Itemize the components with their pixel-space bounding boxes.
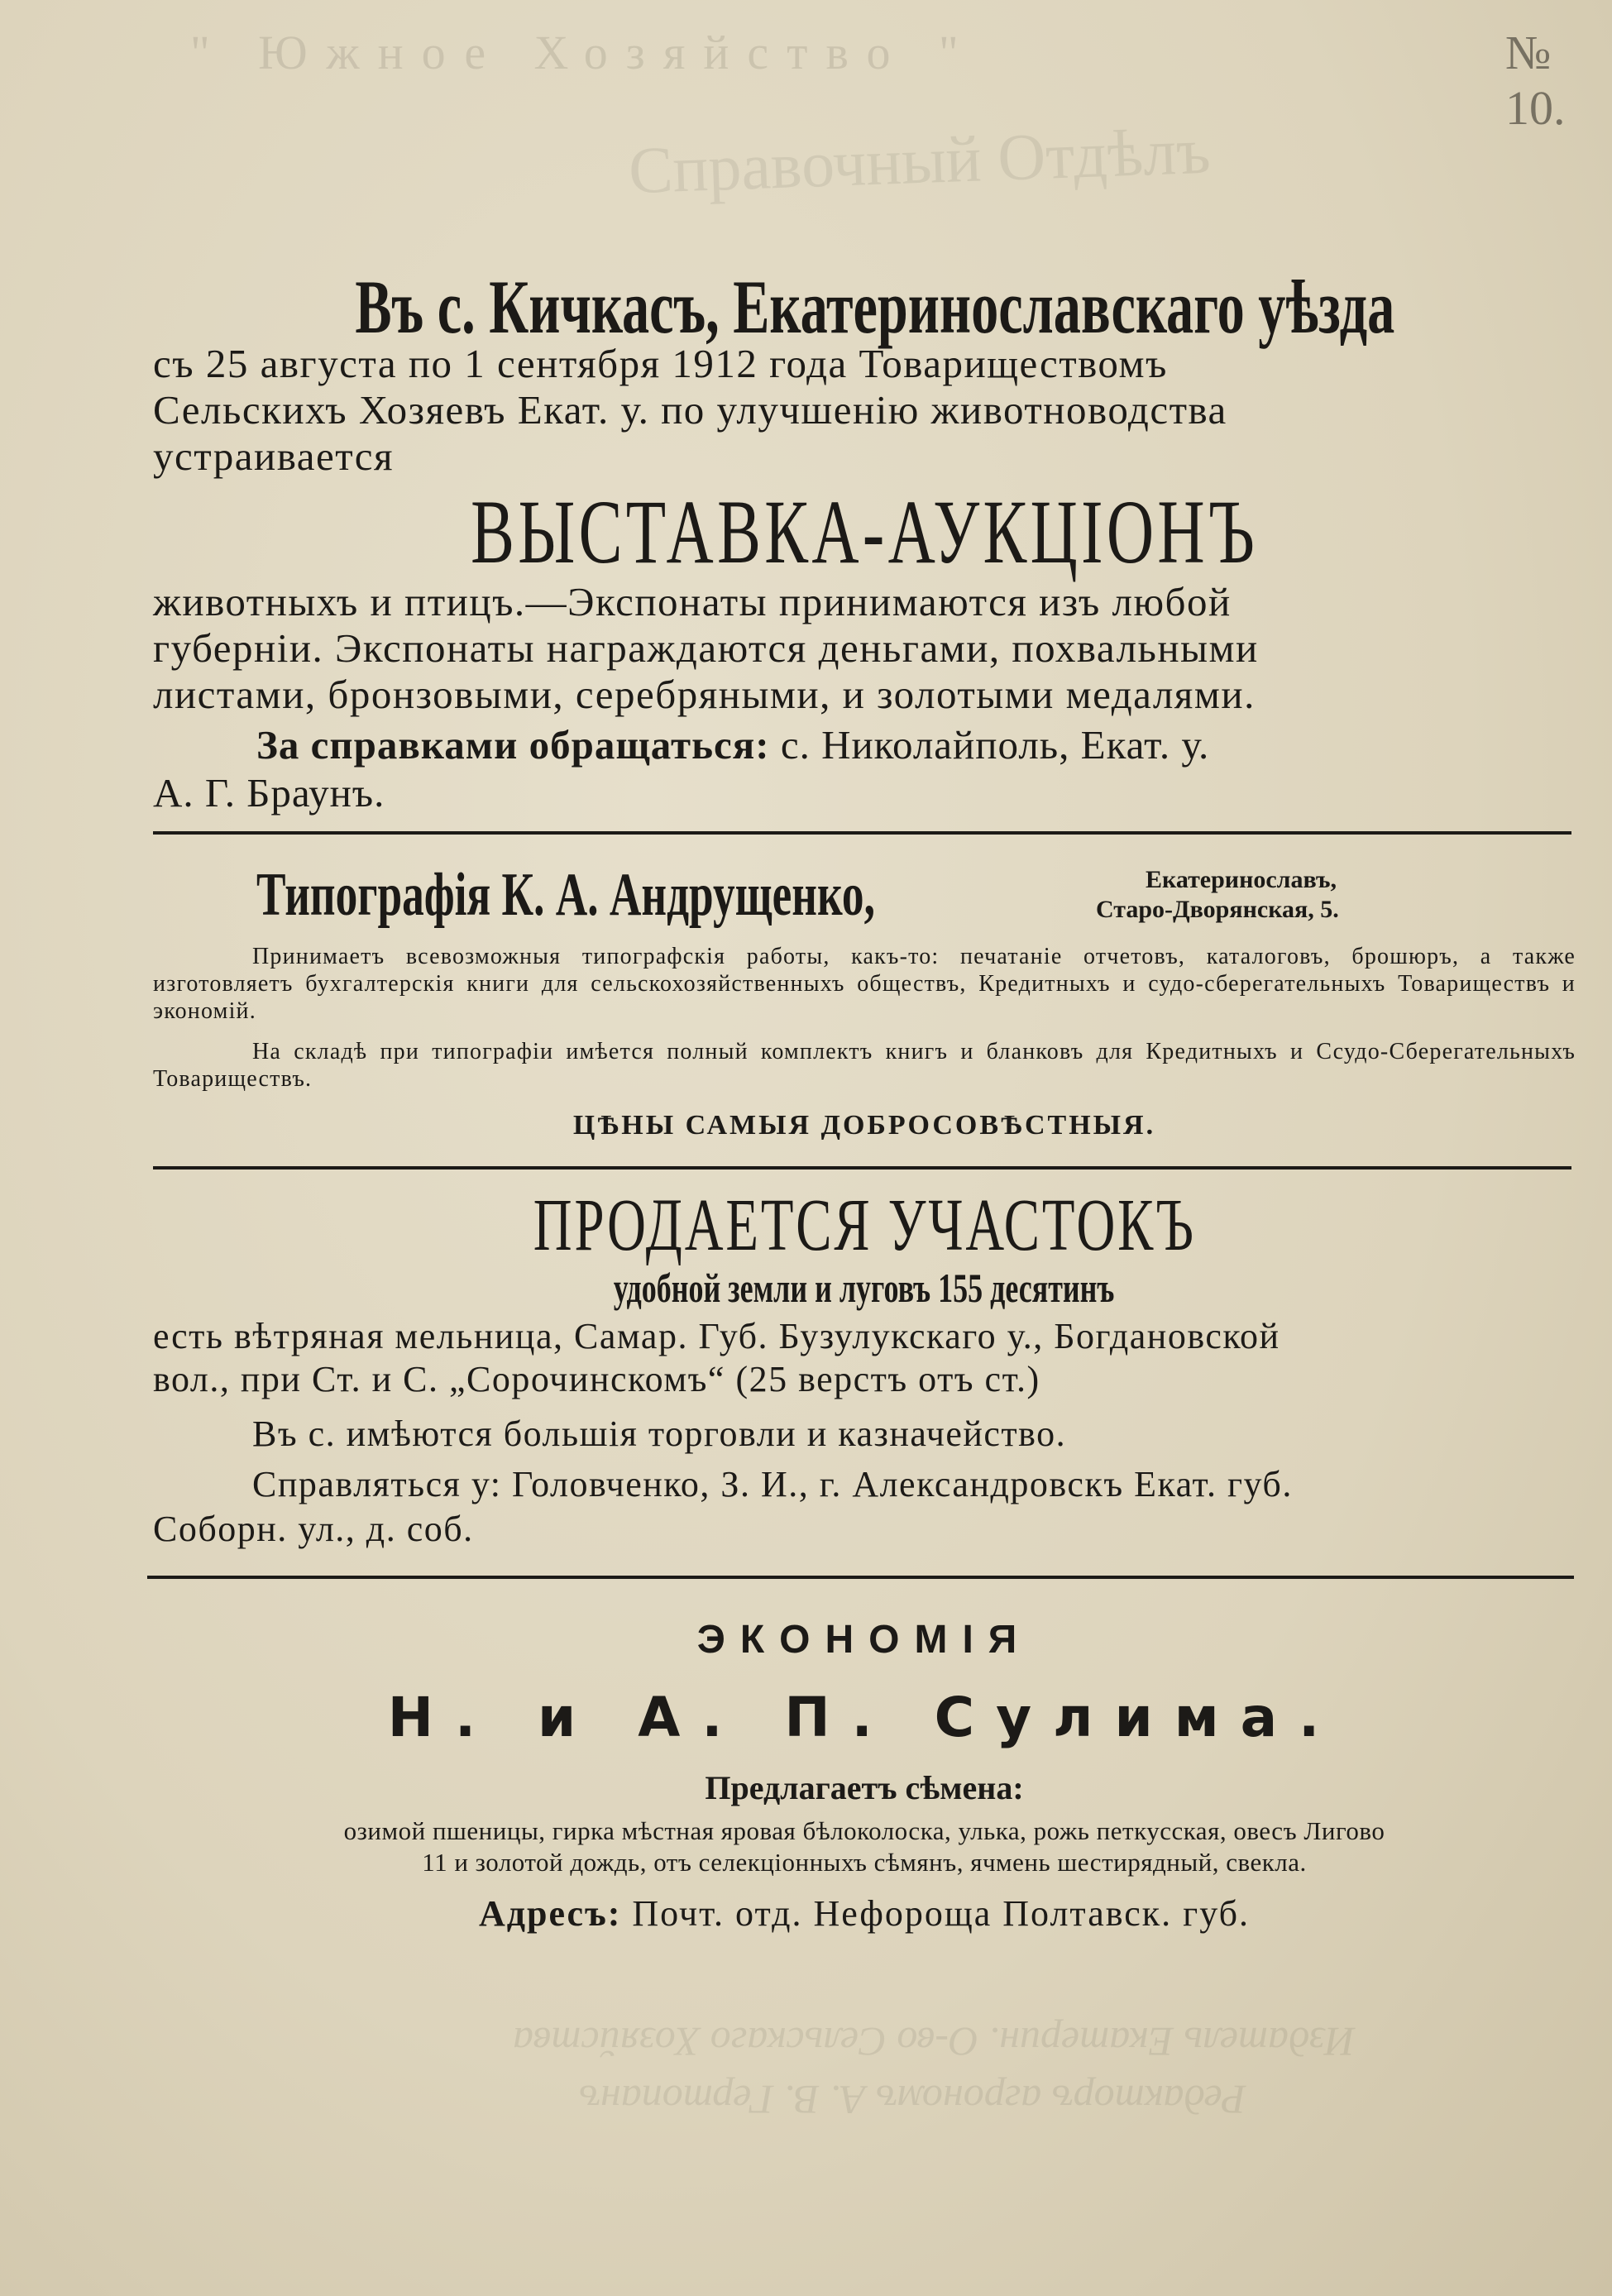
- ad1-contact-text: с. Николайполь, Екат. у.: [769, 722, 1210, 768]
- ad2-prices: ЦѢНЫ САМЫЯ ДОБРОСОВѢСТНЫЯ.: [572, 1110, 1156, 1141]
- bleedthrough-footer-2: Редакторъ агрономъ А. В. Гертопанъ: [579, 2077, 1246, 2123]
- ad4-address: [153, 1892, 1576, 1935]
- ad1-intro-last: устраивается: [153, 433, 395, 479]
- ad4-body-line-2: 11 и золотой дождь, отъ селекціонныхъ сѣмянъ, ячмень шестирядный, свекла.: [422, 1848, 1307, 1877]
- ad3-paragraph-3: [153, 1462, 1576, 1552]
- bleedthrough-title: Справочный Отдѣлъ: [627, 114, 1212, 208]
- divider: [153, 1166, 1571, 1170]
- ad1-body-line: губерніи. Экспонаты награждаются деньгами, похвальными: [153, 625, 1259, 671]
- ad1-heading: Въ с. Кичкасъ, Екатеринославскаго уѣзда: [355, 265, 1395, 349]
- ad4-address-text: Почт. отд. Нефороща Полтавск. губ.: [621, 1893, 1251, 1934]
- ad1-contact-label: За справками обращаться:: [256, 722, 770, 768]
- divider: [153, 831, 1571, 835]
- ad4-body: [153, 1815, 1576, 1878]
- ad1-intro: [153, 341, 1576, 480]
- ad2-city: Екатеринославъ,: [1146, 866, 1337, 893]
- ad3-p3-line-1: Справляться у: Головченко, З. И., г. Александровскъ Екат. губ.: [252, 1464, 1293, 1504]
- ad1-contact-name: А. Г. Браунъ.: [153, 770, 385, 816]
- ad2-address: [1096, 865, 1339, 925]
- ad3-body: [153, 1315, 1576, 1401]
- header-bleedthrough: " Южное Хозяйство ": [190, 26, 977, 79]
- ad2-printer-name: Типографія К. А. Андрущенко,: [256, 861, 875, 929]
- ad3-p3-line-2: Соборн. ул., д. соб.: [153, 1509, 474, 1549]
- bleedthrough-footer-1: Издатель Екатерин. О-во Сельскаго Хозяйства: [513, 2019, 1356, 2065]
- ad4-address-label: Адресъ:: [478, 1893, 622, 1934]
- ad1-body-line: листами, бронзовыми, серебряными, и золотыми медалями.: [153, 672, 1256, 717]
- ad4-body-line-1: озимой пшеницы, гирка мѣстная яровая бѣлоколоска, улька, рожь петкусская, овесъ Лигово: [343, 1816, 1385, 1845]
- issue-number: № 10.: [1505, 26, 1566, 135]
- ad3-body-line: вол., при Ст. и С. „Сорочинскомъ“ (25 верстъ отъ ст.): [153, 1359, 1040, 1399]
- ad3-title: ПРОДАЕТСЯ УЧАСТОКЪ: [533, 1184, 1196, 1266]
- ad3-subtitle: удобной земли и луговъ 155 десятинъ: [614, 1265, 1115, 1311]
- ad1-body-line: животныхъ и птицъ.—Экспонаты принимаются изъ любой: [153, 579, 1232, 624]
- ad1-intro-line: Сельскихъ Хозяевъ Екат. у. по улучшенію животноводства: [153, 387, 1227, 433]
- ad4-offer: Предлагаетъ сѣмена:: [705, 1769, 1024, 1806]
- ad4-estate-name: Н. и А. П. Сулима.: [387, 1686, 1342, 1749]
- ad2-street: Старо-Дворянская, 5.: [1096, 896, 1339, 923]
- ad1-title: ВЫСТАВКА-АУКЦIОНЪ: [470, 481, 1259, 582]
- divider: [147, 1576, 1574, 1579]
- ad2-header: [153, 860, 1576, 935]
- ad1-body: [153, 579, 1576, 718]
- ad4-label: ЭКОНОМІЯ: [696, 1618, 1032, 1662]
- ad3-body-line: есть вѣтряная мельница, Самар. Губ. Бузулукскаго у., Богдановской: [153, 1316, 1280, 1356]
- ad1-intro-line: съ 25 августа по 1 сентября 1912 года Товариществомъ: [153, 341, 1168, 386]
- ad2-paragraph-1: Принимаетъ всевозможныя типографскія работы, какъ-то: печатаніе отчетовъ, каталоговъ, брошюръ, а также изготовляетъ бухгалтерскія книги для сельскохозяйственныхъ обществъ, Кредитныхъ и судо-сберегательныхъ Товариществъ и экономій.: [153, 944, 1576, 1024]
- ad1-contact: [153, 721, 1576, 817]
- ad3-paragraph-2: Въ с. имѣются большія торговли и казначейство.: [252, 1413, 1067, 1454]
- ad2-paragraph-2: На складѣ при типографіи имѣется полный комплектъ книгъ и бланковъ для Кредитныхъ и Ссудо-Сберегательныхъ Товариществъ.: [153, 1039, 1576, 1092]
